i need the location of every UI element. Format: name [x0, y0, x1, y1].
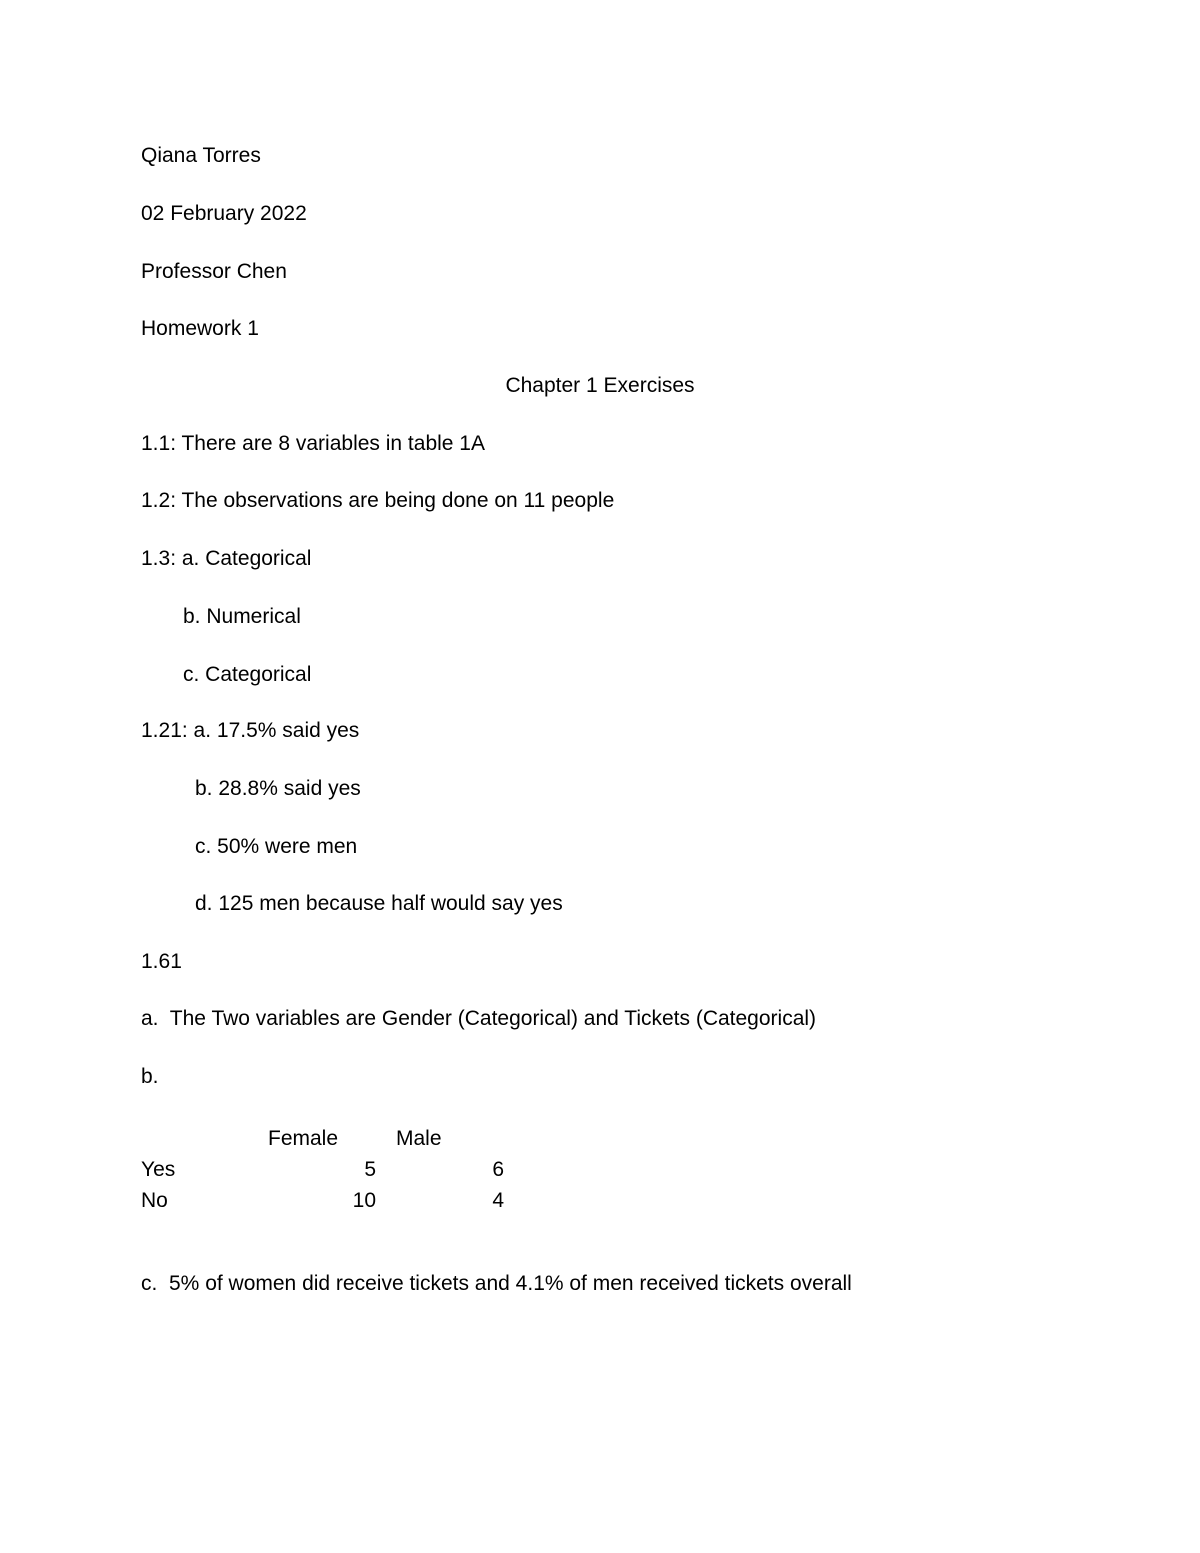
row-label-yes: Yes	[141, 1158, 176, 1181]
submission-date: 02 February 2022	[141, 202, 307, 225]
row-label-no: No	[141, 1189, 168, 1212]
cell-no-female: 10	[352, 1189, 376, 1212]
answer-1-3a: 1.3: a. Categorical	[141, 547, 312, 570]
answer-1-61-heading: 1.61	[141, 950, 182, 973]
column-header-female: Female	[268, 1127, 339, 1150]
professor-name: Professor Chen	[141, 260, 287, 283]
student-name: Qiana Torres	[141, 144, 261, 167]
answer-1-21a: 1.21: a. 17.5% said yes	[141, 719, 360, 742]
column-header-male: Male	[396, 1127, 442, 1150]
answer-1-3c: c. Categorical	[183, 663, 312, 686]
answer-1-21b: b. 28.8% said yes	[195, 777, 361, 800]
answer-1-3b: b. Numerical	[183, 605, 301, 628]
chapter-title: Chapter 1 Exercises	[505, 374, 695, 397]
cell-yes-female: 5	[364, 1158, 376, 1181]
answer-1-21d: d. 125 men because half would say yes	[195, 892, 563, 915]
answer-1-61b: b.	[141, 1065, 159, 1088]
answer-1-2: 1.2: The observations are being done on 11 people	[141, 489, 615, 512]
cell-no-male: 4	[492, 1189, 504, 1212]
answer-1-61c: c. 5% of women did receive tickets and 4.1% of men received tickets overall	[141, 1272, 852, 1295]
answer-1-61a: a. The Two variables are Gender (Categorical) and Tickets (Categorical)	[141, 1007, 817, 1030]
cell-yes-male: 6	[492, 1158, 504, 1181]
answer-1-21c: c. 50% were men	[195, 835, 358, 858]
assignment-title: Homework 1	[141, 317, 259, 340]
answer-1-1: 1.1: There are 8 variables in table 1A	[141, 432, 485, 455]
